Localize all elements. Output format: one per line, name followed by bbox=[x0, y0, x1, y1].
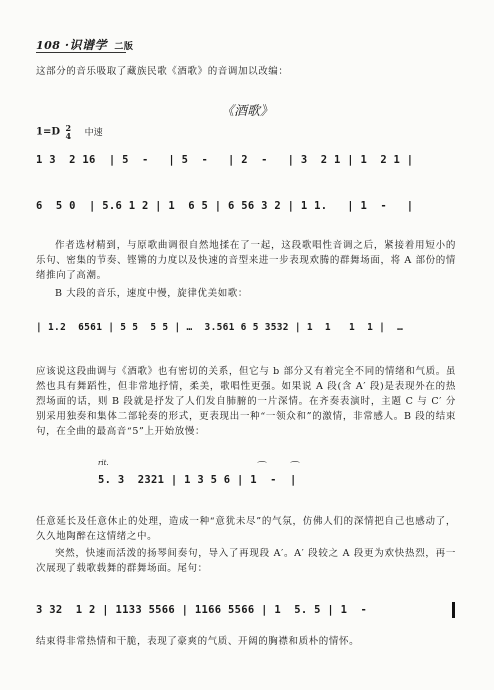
edition-label: 二版 bbox=[114, 42, 134, 52]
fermata-2: ⌒ bbox=[290, 462, 300, 473]
page-number: 108 bbox=[36, 39, 61, 52]
time-bottom: 4 bbox=[65, 131, 72, 141]
page-header bbox=[36, 36, 133, 53]
score-c: 5. 3 2321 | 1 3 5 6 | 1 - | bbox=[98, 474, 297, 486]
tempo-marking: 中速 bbox=[84, 127, 103, 138]
paragraph-6: 结束得非常热情和干脆，表现了豪爽的气质、开阔的胸襟和质朴的情怀。 bbox=[36, 636, 360, 647]
paragraph-5: 突然，快速而活泼的扬琴间奏句，导入了再现段 A′。A′ 段较之 A 段更为欢快热烈，再一次展现了载歌载舞的群舞场面。尾句： bbox=[36, 548, 456, 574]
time-top: 2 bbox=[65, 123, 72, 133]
score-b: | 1.2 6561 | 5 5 5 5 | … 3.561 6 5 3532 | 1 1 1 1 | … bbox=[36, 322, 404, 333]
fermata-1: ⌒ bbox=[257, 462, 267, 473]
header-rule bbox=[36, 52, 126, 53]
course-title: ·识谱学 bbox=[64, 38, 107, 52]
score-line-1: 1 3 2 16 | 5 - | 5 - | 2 - | 3 2 1 | 1 2 1 | bbox=[36, 154, 414, 166]
time-signature bbox=[66, 124, 72, 140]
key-signature bbox=[36, 124, 103, 140]
score-d: 3 32 1 2 | 1133 5566 | 1166 5566 | 1 5. 5 | 1 - bbox=[36, 604, 368, 616]
song-title: 《酒歌》 bbox=[220, 104, 273, 119]
score-line-2: 6 5 0 | 5.6 1 2 | 1 6 5 | 6 56 3 2 | 1 1. | 1 - | bbox=[36, 200, 414, 212]
paragraph-2: B 大段的音乐，速度中慢，旋律优美如歌： bbox=[55, 288, 249, 299]
rit-marking: rit. bbox=[98, 459, 109, 467]
intro-paragraph: 这部分的音乐吸取了藏族民歌《酒歌》的音调加以改编： bbox=[36, 66, 289, 77]
paragraph-3: 应该说这段曲调与《酒歌》也有密切的关系，但它与 b 部分又有着完全不同的情绪和气质。虽然也具有舞蹈性，但非常地抒情，柔美，歌唱性更强。如果说 A 段(含 A′ 段)是表现外在的热烈场面的话，则 B 段就是抒发了人们发自肺腑的一片深情。在齐奏表演时，主题 C 与 C′ 分别采用独奏和集体二部轮奏的形式，更表现出一种“一领众和”的激情，非常感人。B 段的结束句，在全曲的最高音“5”上开始放慢： bbox=[36, 366, 456, 437]
final-barline bbox=[452, 602, 455, 618]
paragraph-4: 任意延长及任意休止的处理，造成一种“意犹未尽”的气氛，仿佛人们的深情把自己也感动了，久久地陶醉在这情绪之中。 bbox=[36, 516, 456, 542]
key-label: 1=D bbox=[36, 126, 61, 138]
paragraph-1: 作者选材精到，与原歌曲调很自然地揉在了一起，这段歌唱性音调之后，紧接着用短小的乐句、密集的节奏、铿锵的力度以及快速的音型来进一步表现欢腾的群舞场面，将 A 部份的情绪推向了高潮。 bbox=[36, 240, 456, 281]
